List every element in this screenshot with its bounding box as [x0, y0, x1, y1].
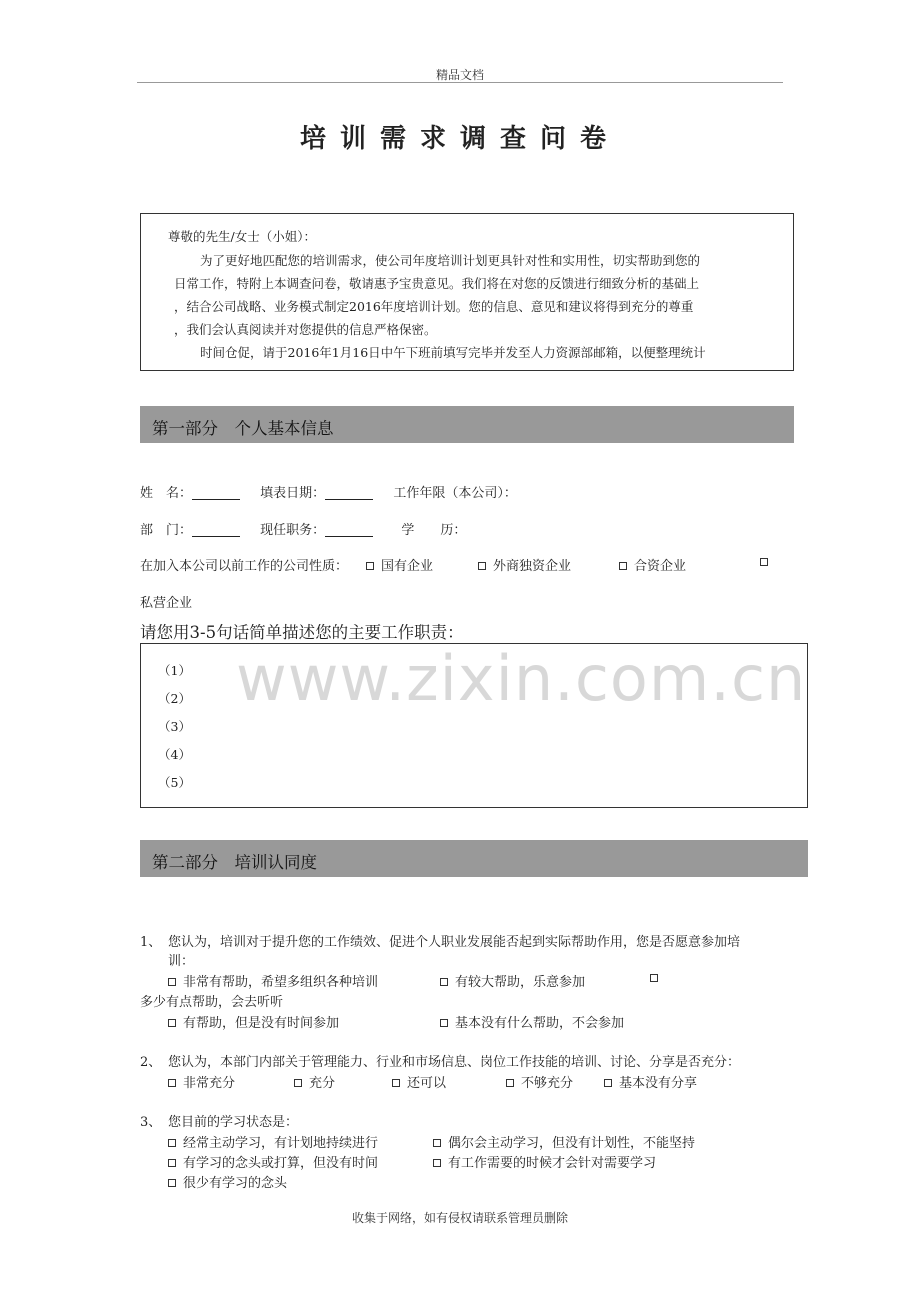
checkbox-icon[interactable]	[168, 1159, 176, 1167]
checkbox-icon[interactable]	[366, 562, 374, 570]
duty-item: （2）	[158, 691, 191, 706]
q3-option[interactable]: 经常主动学习，有计划地持续进行	[168, 1132, 378, 1151]
company-type-label: 在加入本公司以前工作的公司性质：	[140, 559, 349, 574]
duty-item: （3）	[158, 719, 191, 734]
q1-option-label: 多少有点帮助，会去听听	[140, 995, 284, 1010]
q2-option[interactable]: 非常充分	[168, 1072, 235, 1091]
position-input[interactable]	[325, 524, 373, 537]
position-label: 现任职务：	[260, 523, 326, 538]
checkbox-icon[interactable]	[650, 974, 658, 982]
q2-option[interactable]: 充分	[294, 1072, 335, 1091]
q1-option[interactable]: 有较大帮助，乐意参加	[440, 971, 585, 990]
checkbox-icon[interactable]	[168, 1079, 176, 1087]
checkbox-icon[interactable]	[168, 978, 176, 986]
intro-line: ，结合公司战略、业务模式制定2016年度培训计划。您的信息、意见和建议将得到充分的尊重	[174, 299, 694, 314]
years-label: 工作年限（本公司）：	[393, 486, 517, 501]
checkbox-icon[interactable]	[440, 1019, 448, 1027]
q2-option[interactable]: 还可以	[392, 1072, 446, 1091]
q3-option[interactable]: 有工作需要的时候才会针对需要学习	[433, 1152, 656, 1171]
checkbox-icon[interactable]	[760, 558, 768, 566]
checkbox-icon[interactable]	[168, 1139, 176, 1147]
duties-prompt: 请您用3-5句话简单描述您的主要工作职责：	[140, 623, 464, 642]
checkbox-icon[interactable]	[294, 1079, 302, 1087]
checkbox-icon[interactable]	[433, 1159, 441, 1167]
q1-option[interactable]: 非常有帮助，希望多组织各种培训	[168, 971, 378, 990]
name-input[interactable]	[192, 487, 240, 500]
page-header: 精品文档	[435, 68, 484, 82]
document-title: 培训需求调查问卷	[299, 124, 620, 154]
date-label: 填表日期：	[260, 486, 326, 501]
dept-input[interactable]	[192, 524, 240, 537]
checkbox-icon[interactable]	[433, 1139, 441, 1147]
q1-text-cont: 训：	[168, 954, 195, 969]
intro-deadline: 时间仓促，请于2016年1月16日中午下班前填写完毕并发至人力资源部邮箱，以便整理统计	[200, 345, 706, 360]
company-type-option[interactable]	[760, 555, 775, 570]
dept-row	[140, 519, 466, 538]
q2-text: 您认为，本部门内部关于管理能力、行业和市场信息、岗位工作技能的培训、讨论、分享是否充分：	[168, 1055, 741, 1070]
intro-box	[140, 213, 794, 371]
checkbox-icon[interactable]	[619, 562, 627, 570]
q3-option[interactable]: 有学习的念头或打算，但没有时间	[168, 1152, 378, 1171]
checkbox-icon[interactable]	[168, 1179, 176, 1187]
header-divider	[137, 82, 783, 83]
intro-line: 日常工作，特附上本调查问卷，敬请惠予宝贵意见。我们将在对您的反馈进行细致分析的基础上	[174, 276, 700, 291]
q1-option[interactable]: 有帮助，但是没有时间参加	[168, 1012, 339, 1031]
q2-option[interactable]: 不够充分	[506, 1072, 573, 1091]
q1-option[interactable]	[650, 971, 665, 986]
name-row	[140, 482, 517, 501]
q3-option[interactable]: 偶尔会主动学习，但没有计划性，不能坚持	[433, 1132, 695, 1151]
q2-number: 2、	[140, 1055, 162, 1070]
company-type-option[interactable]: 外商独资企业	[478, 555, 571, 574]
section-2-title: 第二部分 培训认同度	[152, 853, 317, 872]
q1-number: 1、	[140, 935, 162, 950]
checkbox-icon[interactable]	[604, 1079, 612, 1087]
section-1-heading	[140, 406, 794, 443]
intro-salutation: 尊敬的先生/女士（小姐）：	[168, 229, 316, 244]
checkbox-icon[interactable]	[392, 1079, 400, 1087]
date-input[interactable]	[325, 487, 373, 500]
duty-item: （4）	[158, 747, 191, 762]
checkbox-icon[interactable]	[478, 562, 486, 570]
company-type-option[interactable]: 国有企业	[366, 555, 433, 574]
q1-text: 您认为，培训对于提升您的工作绩效、促进个人职业发展能否起到实际帮助作用，您是否愿意参加培	[168, 935, 741, 950]
intro-line: ，我们会认真阅读并对您提供的信息严格保密。	[174, 322, 437, 337]
section-1-title: 第一部分 个人基本信息	[152, 419, 334, 438]
section-2-heading	[140, 840, 808, 877]
q3-number: 3、	[140, 1115, 162, 1130]
duty-item: （5）	[158, 775, 191, 790]
q1-option[interactable]: 基本没有什么帮助，不会参加	[440, 1012, 624, 1031]
dept-label: 部 门：	[140, 523, 193, 538]
q3-option[interactable]: 很少有学习的念头	[168, 1172, 287, 1191]
checkbox-icon[interactable]	[440, 978, 448, 986]
intro-line: 为了更好地匹配您的培训需求，使公司年度培训计划更具针对性和实用性，切实帮助到您的	[200, 253, 701, 268]
name-label: 姓 名：	[140, 486, 193, 501]
q3-text: 您目前的学习状态是：	[168, 1115, 299, 1130]
company-type-option-label: 私营企业	[140, 596, 193, 611]
company-type-option[interactable]: 合资企业	[619, 555, 686, 574]
page-footer: 收集于网络，如有侵权请联系管理员删除	[351, 1211, 568, 1225]
checkbox-icon[interactable]	[506, 1079, 514, 1087]
watermark: www.zixin.com.cn	[236, 642, 807, 715]
checkbox-icon[interactable]	[168, 1019, 176, 1027]
education-label: 学 历：	[401, 523, 467, 538]
q2-option[interactable]: 基本没有分享	[604, 1072, 697, 1091]
duty-item: （1）	[158, 663, 191, 678]
